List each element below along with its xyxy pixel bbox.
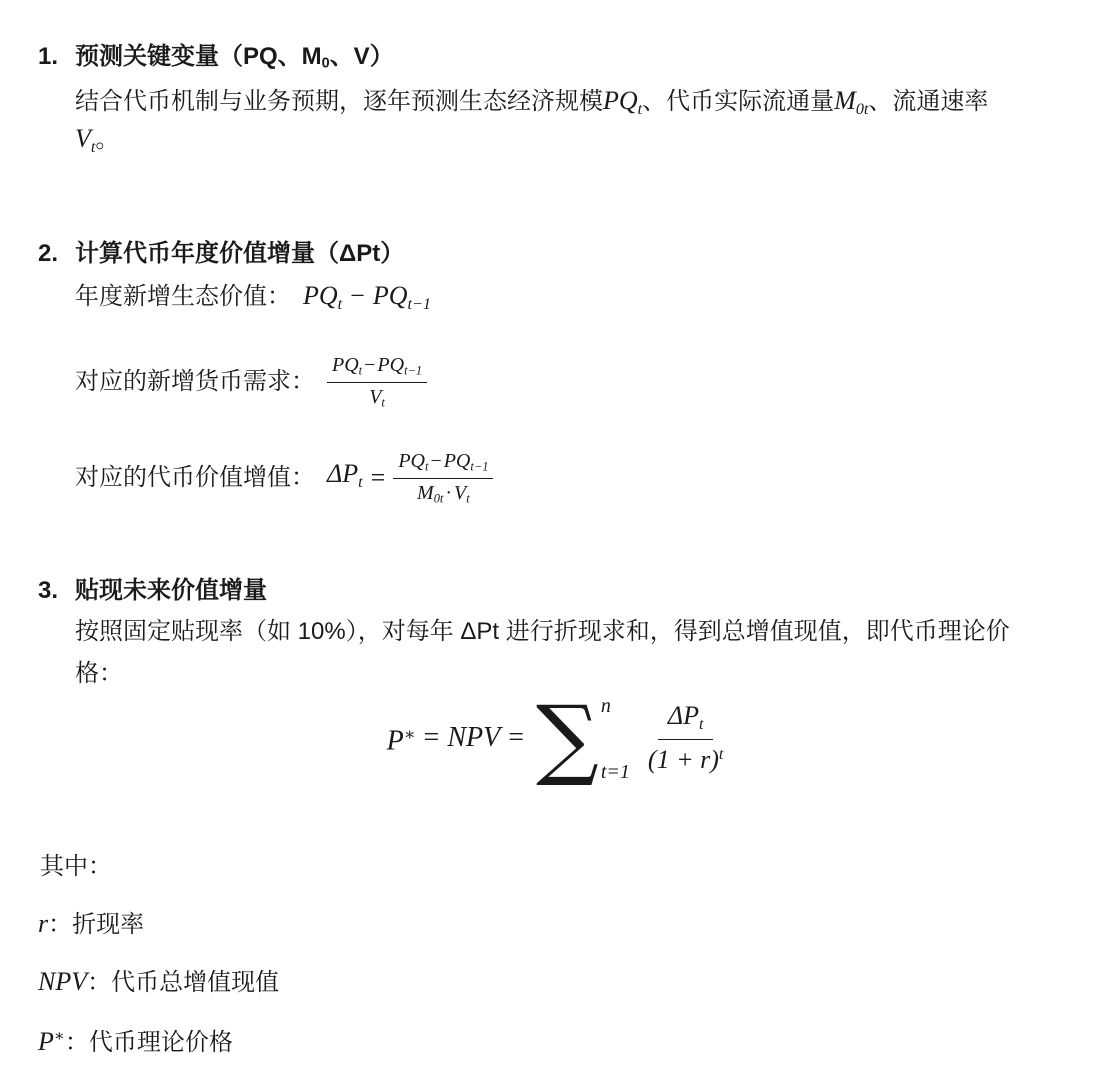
equals-operator: = <box>423 722 440 753</box>
fraction-numerator <box>393 449 493 478</box>
one-plus-r-term: (1 + r) <box>647 744 719 774</box>
pq-subscript: t <box>637 100 643 118</box>
section-1-number: 1. <box>38 43 59 70</box>
delta-p-subscript: t <box>358 473 363 491</box>
npv-symbol: NPV <box>38 967 88 996</box>
pq-t1-subscript: t−1 <box>404 364 423 378</box>
math-pq-t <box>603 86 643 118</box>
pq-subscript: t <box>358 364 363 378</box>
s1-text-end: 。 <box>95 126 120 153</box>
pq-symbol: PQ <box>332 354 359 377</box>
npv-definition-text: ：代币总增值现值 <box>87 969 280 996</box>
pq-t1-subscript: t−1 <box>407 295 431 313</box>
section-3-number: 3. <box>38 577 59 604</box>
pq-t1-subscript: t−1 <box>470 460 489 474</box>
definition-r <box>38 908 144 941</box>
section-1-title-post: 、V） <box>329 43 394 70</box>
token-value-label: 对应的代币价值增值： <box>75 464 315 491</box>
formula-npv <box>75 688 1035 788</box>
summation-limits <box>601 692 630 784</box>
pq-symbol: PQ <box>372 281 408 310</box>
math-pq-t <box>303 281 343 313</box>
section-3-heading: 贴现未来价值增量 <box>75 577 267 604</box>
section-1-title-pre: 预测关键变量（PQ、M <box>75 43 322 70</box>
math-p-star <box>387 719 416 758</box>
minus-operator: − <box>430 450 442 473</box>
pq-symbol: PQ <box>603 86 638 115</box>
math-delta-p-t <box>327 458 363 499</box>
equals-operator: = <box>370 463 386 492</box>
pq-symbol: PQ <box>443 450 471 473</box>
star-superscript: ∗ <box>403 724 416 744</box>
m-symbol: M <box>834 86 856 115</box>
summation-lower-limit: t=1 <box>600 761 630 783</box>
npv-fraction <box>648 700 723 776</box>
definition-npv <box>38 966 279 999</box>
token-value-fraction <box>393 449 493 506</box>
s1-text-mid1: 、代币实际流通量 <box>642 88 835 115</box>
delta-p-symbol: ΔP <box>667 700 699 730</box>
v-subscript: t <box>466 491 470 506</box>
money-demand-fraction <box>327 353 427 410</box>
s1-text-pre: 结合代币机制与业务预期，逐年预测生态经济规模 <box>75 88 603 115</box>
section-2-heading: 计算代币年度价值增量（ΔPt） <box>75 240 405 267</box>
fraction-denominator <box>369 383 385 411</box>
fraction-numerator <box>658 700 714 740</box>
v-subscript: t <box>381 395 385 410</box>
pq-subscript: t <box>337 295 343 313</box>
section-3-body-line-1: 按照固定贴现率（如 10%），对每年 ΔPt 进行折现求和，得到总增值现值，即代币理论价 <box>75 618 1010 645</box>
section-1-title-subscript: 0 <box>321 55 330 72</box>
section-1-body-line-1 <box>75 85 988 126</box>
star-superscript: ∗ <box>53 1028 65 1045</box>
formula-token-value-delta <box>75 448 493 508</box>
annual-value-label: 年度新增生态价值： <box>75 283 291 310</box>
multiply-dot-operator: · <box>445 481 452 504</box>
p-symbol: P <box>386 725 404 757</box>
definition-p-star <box>38 1021 233 1059</box>
fraction-denominator <box>648 740 723 777</box>
minus-operator: − <box>364 354 376 377</box>
m-subscript: 0t <box>433 491 444 506</box>
summation-upper-limit: n <box>600 695 611 717</box>
v-symbol: V <box>454 481 467 504</box>
pq-subscript: t <box>424 460 429 474</box>
fraction-denominator <box>417 479 470 507</box>
math-m0t <box>834 86 869 118</box>
math-v-t <box>75 124 96 156</box>
m-symbol: M <box>417 481 434 504</box>
equals-operator: = <box>508 722 525 753</box>
minus-operator: − <box>350 281 365 310</box>
section-1-body-line-2 <box>75 123 119 164</box>
v-symbol: V <box>75 124 91 153</box>
s1-text-mid2: 、流通速率 <box>868 88 989 115</box>
money-demand-label: 对应的新增货币需求： <box>75 368 315 395</box>
npv-symbol: NPV <box>447 722 501 753</box>
summation-symbol: ∑ <box>536 686 599 790</box>
formula-annual-value <box>75 280 431 321</box>
pq-symbol: PQ <box>303 281 338 310</box>
section-2-number: 2. <box>38 240 59 267</box>
p-symbol: P <box>38 1026 54 1056</box>
section-3-body-line-2: 格： <box>75 660 123 687</box>
section-1-heading <box>75 41 394 80</box>
fraction-numerator <box>327 353 427 382</box>
definitions-intro: 其中： <box>40 853 112 880</box>
power-t-superscript: t <box>718 745 724 763</box>
p-star-definition-text: ：代币理论价格 <box>64 1028 233 1056</box>
summation-group <box>536 686 630 790</box>
pq-symbol: PQ <box>398 450 425 473</box>
delta-p-subscript: t <box>698 715 704 733</box>
m-subscript: 0t <box>855 100 869 118</box>
r-symbol: r <box>38 909 49 938</box>
pq-symbol: PQ <box>377 354 405 377</box>
math-pq-t1 <box>372 281 431 313</box>
v-subscript: t <box>90 138 96 156</box>
v-symbol: V <box>369 385 382 408</box>
delta-p-symbol: ΔP <box>327 458 359 488</box>
formula-money-demand <box>75 352 427 412</box>
p-star-symbol <box>38 1027 65 1056</box>
r-definition-text: ：折现率 <box>48 911 145 938</box>
